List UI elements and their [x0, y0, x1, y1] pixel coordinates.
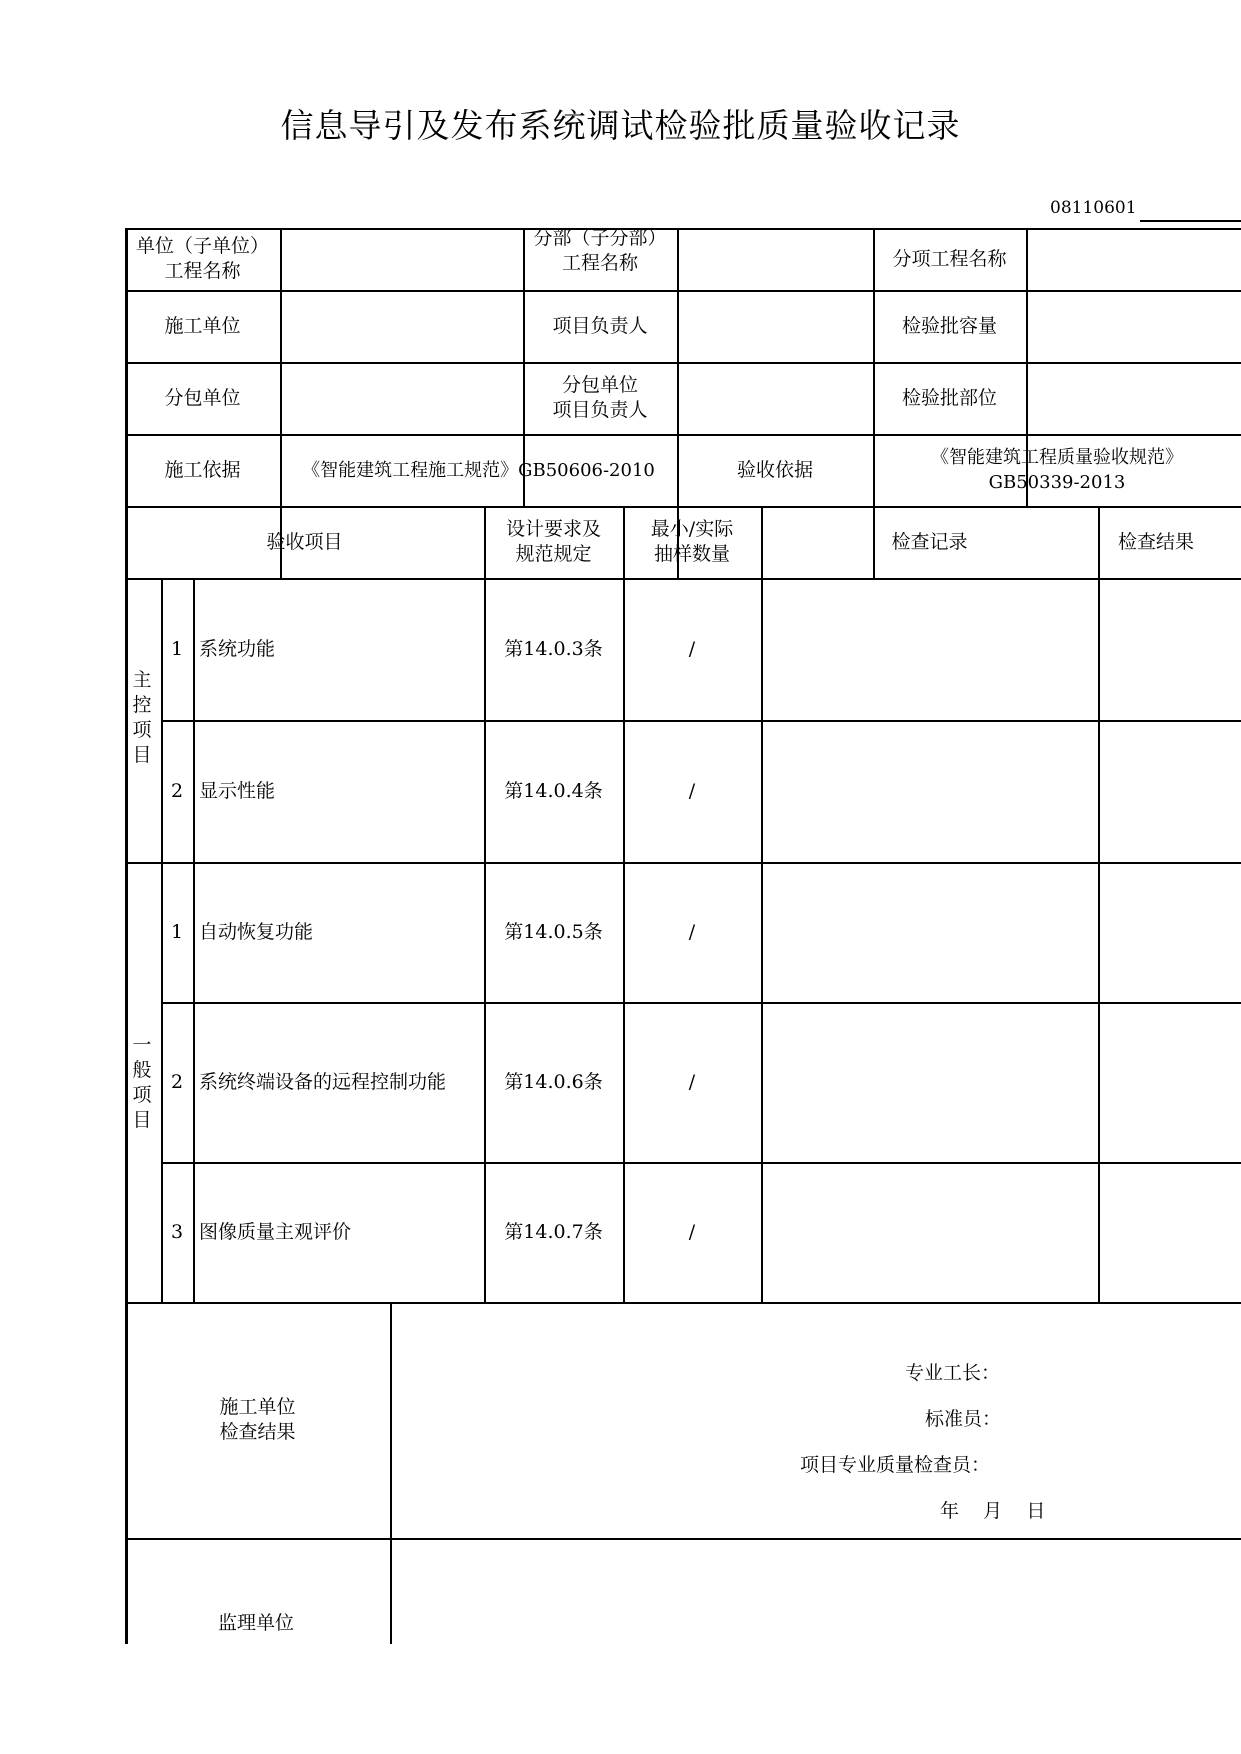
- label-line: 工程名称: [164, 260, 241, 282]
- main-item-result[interactable]: [1098, 720, 1241, 862]
- header-line: 最小/实际: [650, 518, 734, 540]
- label-line: 检查结果: [219, 1421, 296, 1443]
- construction-basis-label: 施工依据: [164, 458, 241, 481]
- label-line: 分部（子分部）: [533, 228, 667, 249]
- general-item-record[interactable]: [761, 1162, 1098, 1302]
- label-line: 分包单位: [561, 374, 638, 396]
- main-item-name: 显示性能: [199, 779, 276, 802]
- general-group-label: [127, 1033, 157, 1133]
- general-item-clause: 第14.0.6条: [504, 1070, 603, 1093]
- label-line: 项目负责人: [552, 399, 648, 421]
- page-title: 信息导引及发布系统调试检验批质量验收记录: [280, 106, 961, 145]
- main-control-group-label: [127, 668, 157, 768]
- header-line: 设计要求及: [505, 518, 601, 540]
- col-header-sample-count: [623, 506, 761, 578]
- general-item-no: 2: [170, 1070, 184, 1093]
- contractor-value[interactable]: [280, 290, 523, 362]
- unit-project-name-label: [125, 228, 280, 290]
- division-name-value[interactable]: [677, 228, 873, 290]
- group-char: 般: [132, 1059, 152, 1081]
- sub-project-manager-value[interactable]: [677, 362, 873, 434]
- form-code-underline: [1140, 220, 1241, 222]
- basis-line: GB50339-2013: [988, 472, 1126, 493]
- header-line: 抽样数量: [653, 543, 730, 565]
- main-item-sample[interactable]: /: [688, 637, 696, 660]
- main-item-sample[interactable]: /: [688, 779, 696, 802]
- sub-project-manager-label: [523, 362, 677, 434]
- basis-line: 《智能建筑工程质量验收规范》: [931, 447, 1183, 468]
- general-item-record[interactable]: [761, 862, 1098, 1002]
- batch-capacity-label: 检验批容量: [901, 314, 997, 337]
- general-item-result[interactable]: [1098, 1002, 1241, 1162]
- construction-basis-value: 《智能建筑工程施工规范》GB50606-2010: [302, 459, 655, 481]
- general-item-no: 1: [170, 920, 184, 943]
- general-item-name: 自动恢复功能: [199, 920, 314, 943]
- col-header-design-requirement: [484, 506, 623, 578]
- label-line: 工程名称: [561, 252, 638, 274]
- unit-project-name-value[interactable]: [280, 228, 523, 290]
- foreman-signature-label: 专业工长：: [905, 1362, 1001, 1384]
- main-item-record[interactable]: [761, 578, 1098, 720]
- main-item-clause: 第14.0.4条: [504, 779, 603, 802]
- subcontractor-value[interactable]: [280, 362, 523, 434]
- supervisor-label: 监理单位: [218, 1612, 295, 1634]
- sub-item-name-value[interactable]: [1026, 228, 1241, 290]
- acceptance-basis-label: 验收依据: [736, 458, 813, 481]
- group-char: 目: [132, 1109, 152, 1131]
- main-item-no: 2: [170, 779, 184, 802]
- group-char: 控: [132, 694, 152, 716]
- main-item-no: 1: [170, 637, 184, 660]
- general-item-name: 系统终端设备的远程控制功能: [199, 1070, 447, 1093]
- group-char: 目: [132, 744, 152, 766]
- general-item-clause: 第14.0.7条: [504, 1220, 603, 1243]
- acceptance-basis-value: [873, 434, 1241, 506]
- group-char: 一: [132, 1034, 152, 1056]
- project-manager-value[interactable]: [677, 290, 873, 362]
- contractor-check-date: 年 月 日: [940, 1500, 1046, 1522]
- batch-location-label: 检验批部位: [901, 386, 997, 409]
- quality-inspector-signature-label: 项目专业质量检查员：: [800, 1454, 991, 1476]
- general-item-sample[interactable]: /: [688, 920, 696, 943]
- col-header-result: 检查结果: [1118, 530, 1195, 553]
- contractor-label: 施工单位: [164, 314, 241, 337]
- general-item-sample[interactable]: /: [688, 1220, 696, 1243]
- project-manager-label: 项目负责人: [552, 314, 648, 337]
- acceptance-form-table: [125, 228, 1241, 1644]
- subcontractor-label: 分包单位: [164, 386, 241, 409]
- main-item-result[interactable]: [1098, 578, 1241, 720]
- label-line: 施工单位: [219, 1396, 296, 1418]
- division-name-label: [523, 228, 677, 282]
- col-header-item: 验收项目: [266, 530, 343, 553]
- sub-item-name-label: 分项工程名称: [892, 247, 1007, 270]
- general-item-record[interactable]: [761, 1002, 1098, 1162]
- general-item-name: 图像质量主观评价: [199, 1220, 352, 1243]
- main-item-name: 系统功能: [199, 637, 276, 660]
- general-item-no: 3: [170, 1220, 184, 1243]
- general-item-result[interactable]: [1098, 1162, 1241, 1302]
- main-item-clause: 第14.0.3条: [504, 637, 603, 660]
- general-item-sample[interactable]: /: [688, 1070, 696, 1093]
- header-line: 规范规定: [515, 543, 592, 565]
- standard-officer-signature-label: 标准员：: [925, 1408, 1002, 1430]
- batch-location-value[interactable]: [1026, 362, 1241, 434]
- contractor-check-label: [125, 1302, 390, 1538]
- label-line: 单位（子单位）: [135, 235, 269, 257]
- group-char: 项: [132, 1084, 152, 1106]
- group-char: 主: [132, 669, 152, 691]
- table-line: [390, 1302, 392, 1644]
- batch-capacity-value[interactable]: [1026, 290, 1241, 362]
- group-char: 项: [132, 719, 152, 741]
- general-item-clause: 第14.0.5条: [504, 920, 603, 943]
- table-line: [125, 1538, 1241, 1540]
- general-item-result[interactable]: [1098, 862, 1241, 1002]
- main-item-record[interactable]: [761, 720, 1098, 862]
- col-header-record: 检查记录: [891, 530, 968, 553]
- form-code: 08110601: [1050, 198, 1137, 218]
